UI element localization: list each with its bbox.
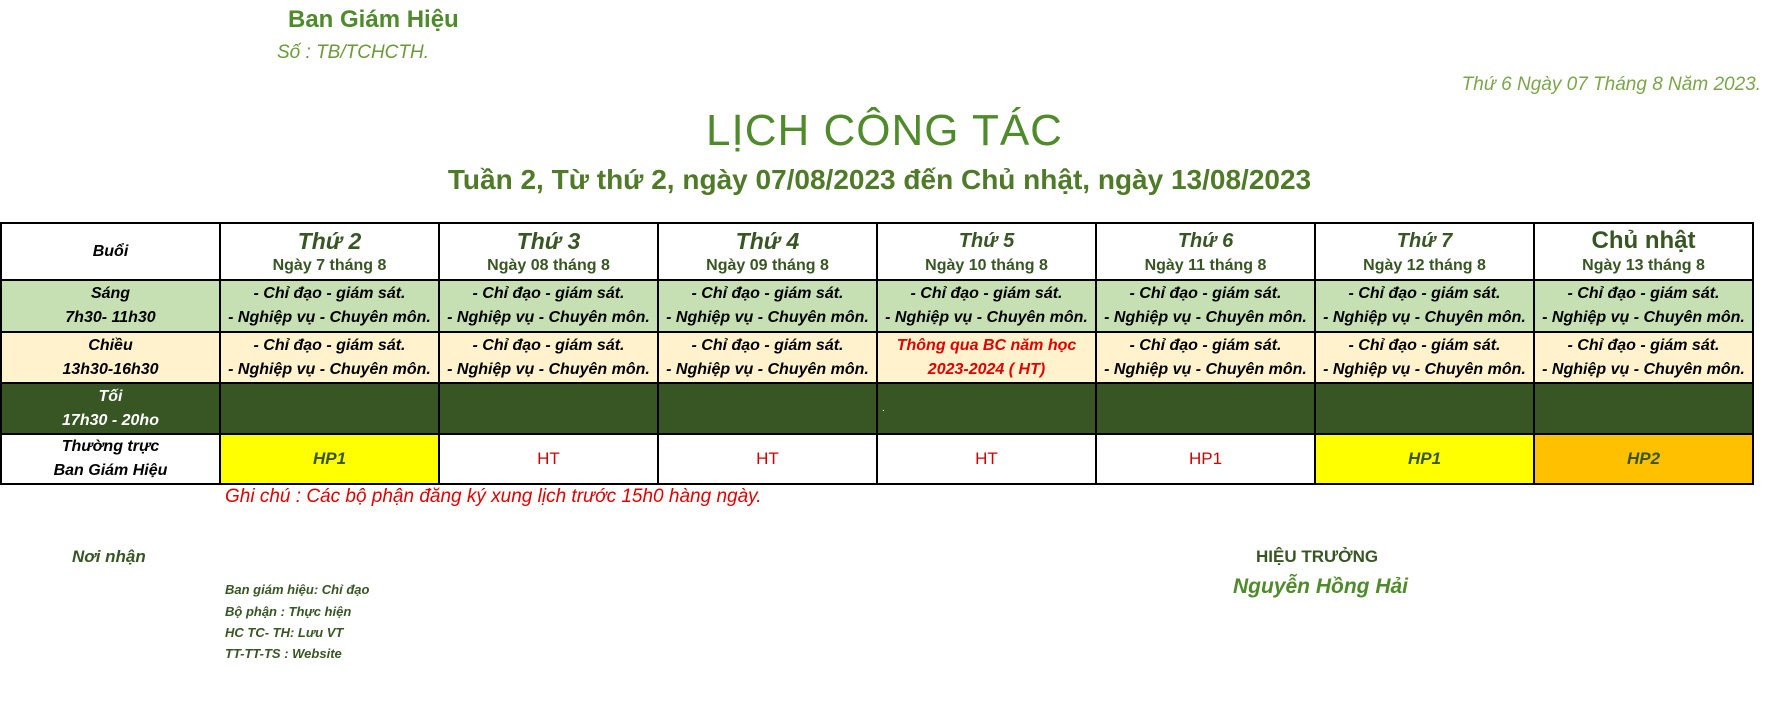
day-header-cell: [1315, 223, 1534, 280]
task-cell: [1534, 332, 1753, 383]
day-date: Ngày 12 tháng 8: [1363, 256, 1486, 274]
duty-cell: HP1: [1096, 434, 1315, 484]
task-line: - Nghiệp vụ - Chuyên môn.: [447, 360, 650, 378]
session-time: 13h30-16h30: [62, 360, 159, 378]
morning-row: [1, 280, 1753, 332]
recipients-label: Nơi nhận: [72, 547, 146, 566]
session-label: Thường trực: [61, 438, 160, 455]
evening-mark-cell: [877, 383, 1096, 434]
session-cell: [1, 280, 220, 332]
task-cell: [658, 332, 877, 383]
session-sub: Ban Giám Hiệu: [53, 462, 168, 479]
task-line: - Chỉ đạo - giám sát.: [910, 285, 1063, 302]
day-header-cell: [439, 223, 658, 280]
day-date: Ngày 09 tháng 8: [706, 256, 829, 274]
task-cell: [1096, 280, 1315, 332]
day-header-cell: [1096, 223, 1315, 280]
empty-cell: [1096, 383, 1315, 434]
session-cell: [1, 434, 220, 484]
empty-cell: [1534, 383, 1753, 434]
day-header-cell: [220, 223, 439, 280]
task-line: - Nghiệp vụ - Chuyên môn.: [228, 360, 431, 378]
recipient-item: Ban giám hiệu: Chỉ đạo: [225, 582, 370, 597]
duty-cell: HT: [877, 434, 1096, 484]
task-line: - Nghiệp vụ - Chuyên môn.: [1104, 360, 1307, 378]
task-cell: [877, 280, 1096, 332]
task-line: - Chỉ đạo - giám sát.: [1348, 285, 1501, 302]
duty-cell: HP1: [220, 434, 439, 484]
task-line: - Chỉ đạo - giám sát.: [253, 285, 406, 302]
task-line: - Chỉ đạo - giám sát.: [1567, 285, 1720, 302]
day-date: Ngày 11 tháng 8: [1144, 256, 1267, 274]
document-number: Số : TB/TCHCTH.: [277, 42, 430, 63]
special-task-cell: [877, 332, 1096, 383]
task-line: - Nghiệp vụ - Chuyên môn.: [228, 309, 431, 326]
empty-cell: [1315, 383, 1534, 434]
session-time: 17h30 - 20ho: [62, 411, 159, 429]
footnote: Ghi chú : Các bộ phận đăng ký xung lịch trước 15h0 hàng ngày.: [225, 486, 762, 507]
task-cell: [1315, 280, 1534, 332]
task-line: - Chỉ đạo - giám sát.: [1348, 336, 1501, 354]
task-line: - Nghiệp vụ - Chuyên môn.: [1542, 360, 1745, 378]
task-cell: [439, 332, 658, 383]
task-cell: [1096, 332, 1315, 383]
session-header: Buổi: [92, 242, 129, 260]
principal-title: HIỆU TRƯỞNG: [1256, 547, 1379, 566]
session-header-cell: [1, 223, 220, 280]
day-header-cell: [877, 223, 1096, 280]
task-line: - Chỉ đạo - giám sát.: [1129, 285, 1282, 302]
day-name: Thứ 6: [1177, 229, 1234, 252]
recipient-item: HC TC- TH: Lưu VT: [225, 625, 344, 640]
page-title: LỊCH CÔNG TÁC: [706, 106, 1063, 155]
duty-cell: HT: [439, 434, 658, 484]
organization-name: Ban Giám Hiệu: [288, 6, 459, 33]
task-cell: [439, 280, 658, 332]
table-header-row: [1, 223, 1753, 280]
task-line: - Nghiệp vụ - Chuyên môn.: [1104, 309, 1307, 326]
principal-name: Nguyễn Hồng Hải: [1233, 575, 1409, 598]
session-cell: [1, 332, 220, 383]
task-line: - Nghiệp vụ - Chuyên môn.: [1323, 309, 1526, 326]
task-line: - Chỉ đạo - giám sát.: [253, 336, 406, 354]
afternoon-row: [1, 332, 1753, 383]
task-cell: [220, 332, 439, 383]
issue-date: Thứ 6 Ngày 07 Tháng 8 Năm 2023.: [1461, 74, 1761, 95]
day-name: Thứ 3: [516, 227, 581, 254]
day-date: Ngày 08 tháng 8: [487, 256, 610, 274]
day-date: Ngày 13 tháng 8: [1582, 256, 1705, 274]
session-label: Chiều: [88, 336, 133, 354]
day-header-cell: [1534, 223, 1753, 280]
task-line: - Chỉ đạo - giám sát.: [472, 336, 625, 354]
task-line: - Chỉ đạo - giám sát.: [1129, 336, 1282, 354]
task-line: - Nghiệp vụ - Chuyên môn.: [447, 309, 650, 326]
task-line: - Nghiệp vụ - Chuyên môn.: [885, 309, 1088, 326]
task-line: - Nghiệp vụ - Chuyên môn.: [666, 360, 869, 378]
task-line: - Chỉ đạo - giám sát.: [1567, 336, 1720, 354]
day-name: Thứ 4: [735, 227, 800, 254]
special-task-line: Thông qua BC năm học: [896, 336, 1077, 354]
task-line: - Nghiệp vụ - Chuyên môn.: [1323, 360, 1526, 378]
evening-row: [1, 383, 1753, 434]
empty-cell: [220, 383, 439, 434]
day-name: Thứ 2: [297, 227, 362, 254]
recipient-item: TT-TT-TS : Website: [225, 646, 342, 661]
schedule-table: [0, 222, 1754, 485]
day-date: Ngày 10 tháng 8: [925, 256, 1048, 274]
day-name: Thứ 5: [958, 229, 1015, 252]
task-cell: [1534, 280, 1753, 332]
session-time: 7h30- 11h30: [65, 309, 156, 326]
day-name: Thứ 7: [1396, 229, 1453, 252]
special-task-line: 2023-2024 ( HT): [927, 360, 1046, 378]
duty-row: [1, 434, 1753, 484]
session-label: Tối: [98, 387, 123, 405]
session-cell: [1, 383, 220, 434]
duty-cell: HP1: [1315, 434, 1534, 484]
evening-mark: .: [882, 403, 885, 414]
recipient-item: Bộ phận : Thực hiện: [225, 604, 352, 619]
task-line: - Nghiệp vụ - Chuyên môn.: [1542, 309, 1745, 326]
task-cell: [658, 280, 877, 332]
duty-cell: HP2: [1534, 434, 1753, 484]
empty-cell: [439, 383, 658, 434]
day-date: Ngày 7 tháng 8: [272, 256, 387, 274]
task-cell: [1315, 332, 1534, 383]
week-subtitle: Tuần 2, Từ thứ 2, ngày 07/08/2023 đến Chủ nhật, ngày 13/08/2023: [447, 164, 1312, 195]
empty-cell: [658, 383, 877, 434]
task-line: - Chỉ đạo - giám sát.: [691, 285, 844, 302]
session-label: Sáng: [90, 285, 131, 302]
duty-cell: HT: [658, 434, 877, 484]
task-cell: [220, 280, 439, 332]
task-line: - Nghiệp vụ - Chuyên môn.: [666, 309, 869, 326]
task-line: - Chỉ đạo - giám sát.: [691, 336, 844, 354]
day-header-cell: [658, 223, 877, 280]
day-name: Chủ nhật: [1591, 226, 1696, 254]
task-line: - Chỉ đạo - giám sát.: [472, 285, 625, 302]
